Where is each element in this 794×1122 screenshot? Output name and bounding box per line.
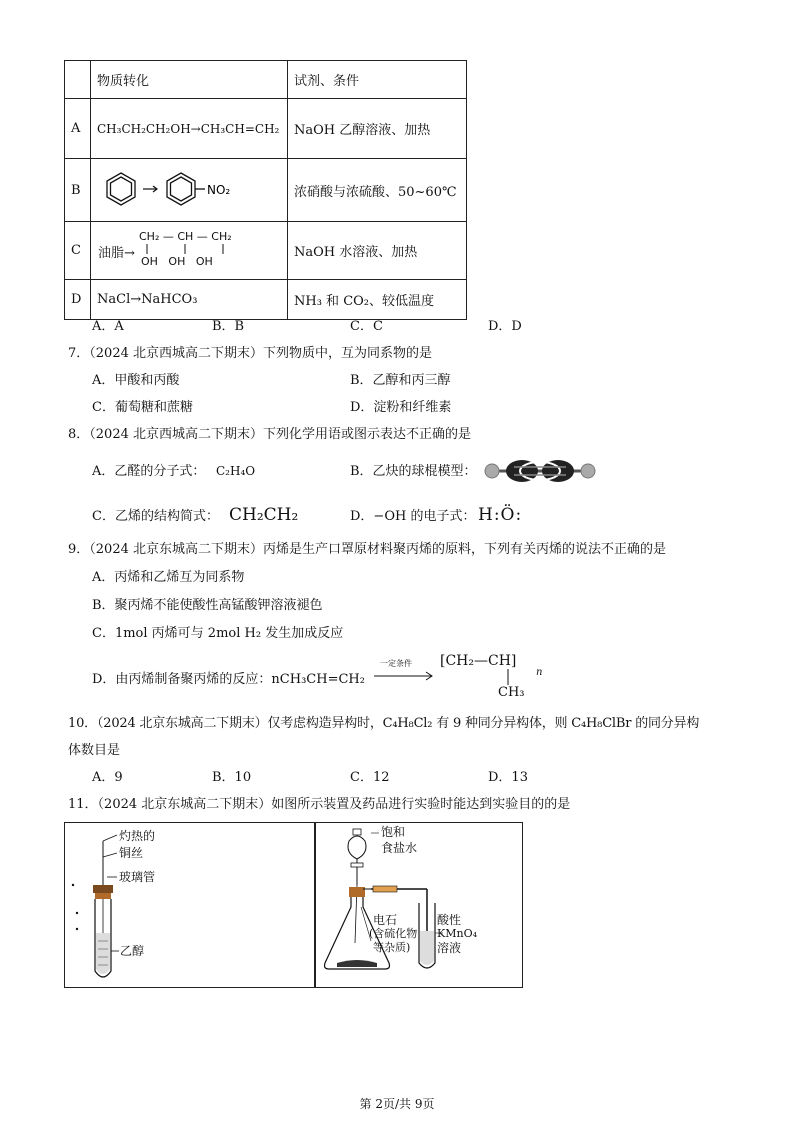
- table-header-empty: [65, 61, 91, 99]
- label-hot-copper-line2: 铜丝: [119, 846, 144, 860]
- copper-wire-ethanol-apparatus: [65, 823, 315, 987]
- q8-option-b: B．乙炔的球棍模型：: [350, 464, 477, 479]
- reaction-condition-label: 一定条件: [380, 659, 412, 668]
- q10-option-c: C．12: [350, 770, 390, 785]
- reaction-arrow-icon: [374, 670, 436, 682]
- label-kmno4: KMnO₄: [437, 927, 477, 940]
- table-row: [65, 222, 467, 280]
- label-brine: 食盐水: [381, 841, 418, 855]
- page-number-footer: 第 2页/共 9页: [359, 1097, 435, 1111]
- q9-option-b: B．聚丙烯不能使酸性高锰酸钾溶液褪色: [92, 598, 323, 613]
- row-letter: A: [65, 99, 91, 159]
- q6-option-c: C．C: [350, 319, 383, 334]
- label-glass-tube: 玻璃管: [119, 870, 156, 884]
- oil-label: 油脂→: [98, 246, 135, 261]
- q9-stem: 9．（2024 北京东城高二下期末）丙烯是生产口罩原材料聚丙烯的原料，下列有关丙烯的说法不正确的是: [68, 542, 666, 557]
- q7-option-a: A．甲酸和丙酸: [92, 373, 180, 388]
- q7-option-d: D．淀粉和纤维素: [350, 400, 452, 415]
- table-row: [65, 280, 467, 320]
- row-reagent: 浓硝酸与浓硫酸、50~60℃: [288, 159, 467, 222]
- row-conversion: CH₃CH₂CH₂OH→CH₃CH=CH₂: [91, 99, 288, 159]
- q8-option-c: C．乙烯的结构简式：: [92, 509, 219, 524]
- polymer-methyl-group: CH₃: [498, 685, 525, 700]
- q8-option-d: D．−OH 的电子式：: [350, 509, 476, 524]
- polypropylene-chain: [CH₂—CH]: [440, 653, 517, 669]
- glycerol-carbon-chain: CH₂ — CH — CH₂: [139, 230, 232, 243]
- q8-option-c-formula: CH₂CH₂: [229, 505, 299, 525]
- table-row: [65, 159, 467, 222]
- q10-option-a: A．9: [92, 770, 123, 785]
- label-solution: 溶液: [437, 941, 462, 955]
- q9-option-c: C．1mol 丙烯可与 2mol H₂ 发生加成反应: [92, 626, 344, 641]
- row-reagent: NaOH 水溶液、加热: [288, 222, 467, 280]
- row-letter: B: [65, 159, 91, 222]
- table-row: [65, 99, 467, 159]
- row-letter: C: [65, 222, 91, 280]
- label-hot-copper-line1: 灼热的: [119, 829, 156, 843]
- q9-option-a: A．丙烯和乙烯互为同系物: [92, 570, 245, 585]
- q8-option-a: A．乙醛的分子式：: [92, 464, 206, 479]
- q6-option-b: B．B: [212, 319, 245, 334]
- polymer-degree-n: n: [536, 667, 543, 678]
- apparatus-right-panel: [314, 822, 523, 988]
- label-saturated-line1: 饱和: [381, 825, 406, 839]
- row-reagent: NH₃ 和 CO₂、较低温度: [288, 280, 467, 320]
- q6-option-a: A．A: [92, 319, 124, 334]
- q8-option-d-formula: H:Ö:: [478, 505, 523, 525]
- row-conversion-glycerol: [91, 222, 288, 280]
- reaction-arrow-icon: [143, 186, 157, 192]
- reaction-table: [64, 60, 467, 320]
- table-header-row: [65, 61, 467, 99]
- table-header-conversion: 物质转化: [91, 61, 288, 99]
- q10-stem-line2: 体数目是: [68, 743, 121, 758]
- row-conversion: NaCl→NaHCO₃: [91, 280, 288, 320]
- label-ethanol: 乙醇: [120, 944, 145, 958]
- label-calcium-carbide: 电石: [373, 913, 398, 927]
- q10-stem-line1: 10．（2024 北京东城高二下期末）仅考虑构造异构时，C₄H₈Cl₂ 有 9 种同分异构体，则 C₄H₈ClBr 的同分异构: [68, 716, 700, 731]
- nitro-group-label: NO₂: [207, 183, 231, 197]
- glycerol-hydroxyls: OH OH OH: [141, 255, 213, 268]
- methyl-bond-icon: [506, 669, 510, 685]
- row-letter: D: [65, 280, 91, 320]
- acetylene-ball-stick-model-icon: [484, 456, 596, 486]
- label-sulfide-impurity-line1: (含硫化物: [369, 927, 418, 940]
- q7-option-b: B．乙醇和丙三醇: [350, 373, 451, 388]
- q10-option-b: B．10: [212, 770, 252, 785]
- q7-stem: 7．（2024 北京西城高二下期末）下列物质中，互为同系物的是: [68, 346, 432, 361]
- label-sulfide-impurity-line2: 等杂质): [373, 941, 411, 954]
- row-reagent: NaOH 乙醇溶液、加热: [288, 99, 467, 159]
- apparatus-left-panel: [64, 822, 316, 988]
- acetylene-generation-apparatus: [315, 823, 522, 987]
- q6-option-d: D．D: [488, 319, 522, 334]
- label-acidic: 酸性: [437, 913, 462, 927]
- q10-option-d: D．13: [488, 770, 528, 785]
- q7-option-c: C．葡萄糖和蔗糖: [92, 400, 193, 415]
- q8-stem: 8．（2024 北京西城高二下期末）下列化学用语或图示表达不正确的是: [68, 427, 471, 442]
- benzene-to-nitrobenzene-diagram: [91, 159, 287, 217]
- row-conversion-nitration: [91, 159, 288, 222]
- q9-option-d: D．由丙烯制备聚丙烯的反应：nCH₃CH=CH₂: [92, 672, 365, 687]
- q8-option-a-formula: C₂H₄O: [216, 464, 256, 478]
- nitrobenzene-ring-icon: [167, 173, 205, 205]
- table-header-reagent: 试剂、条件: [288, 61, 467, 99]
- benzene-ring-icon: [107, 173, 135, 205]
- q11-stem: 11．（2024 北京东城高二下期末）如图所示装置及药品进行实验时能达到实验目的的是: [68, 797, 571, 812]
